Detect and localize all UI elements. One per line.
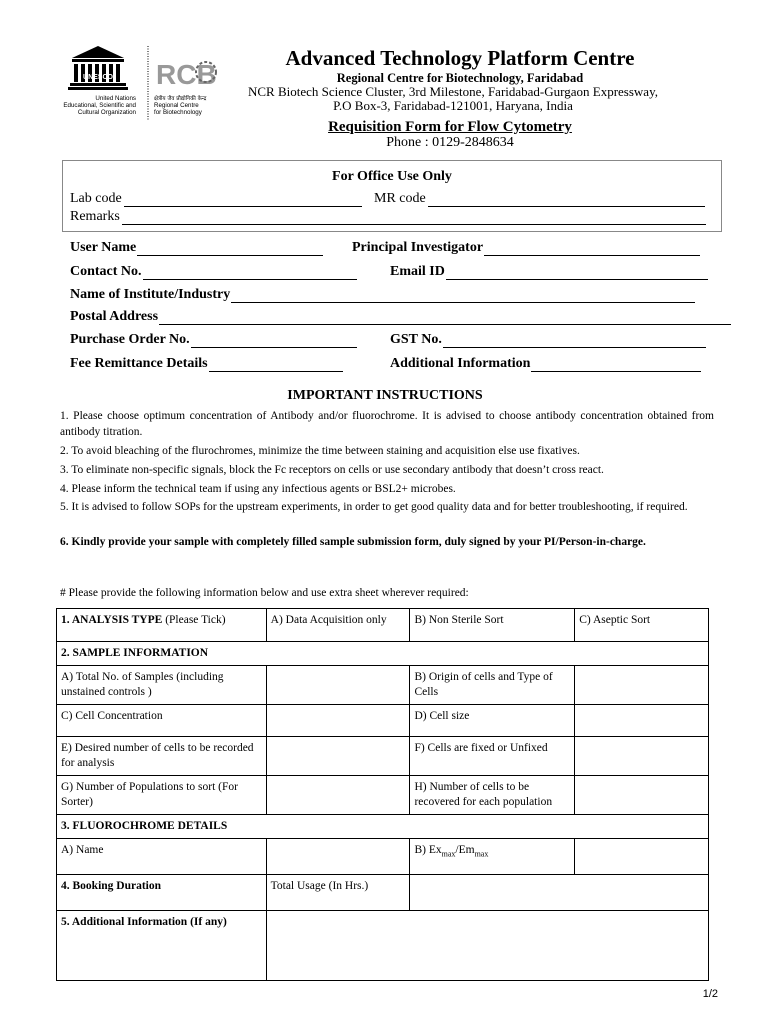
- unesco-line-2: Educational, Scientific and: [63, 102, 136, 109]
- unesco-line-3: Cultural Organization: [77, 109, 136, 116]
- cell-concentration-input[interactable]: [266, 705, 410, 737]
- total-samples-input[interactable]: [266, 666, 410, 705]
- cell-size-input[interactable]: [575, 705, 709, 737]
- email-id-label: Email ID: [390, 264, 445, 279]
- table-row: [57, 839, 709, 875]
- total-usage-label: Total Usage (In Hrs.): [266, 875, 410, 911]
- centre-subtitle: Regional Centre for Biotechnology, Faridabad: [336, 71, 584, 85]
- table-row: [57, 911, 709, 981]
- principal-investigator-line[interactable]: [484, 241, 700, 256]
- remarks-line[interactable]: [122, 211, 706, 225]
- table-row: [57, 776, 709, 815]
- ex-prefix: B) Ex: [414, 844, 442, 856]
- fee-remittance-field[interactable]: [70, 356, 343, 372]
- fee-remittance-line[interactable]: [209, 357, 343, 372]
- remarks-label: Remarks: [70, 209, 120, 224]
- cells-recovered-input[interactable]: [575, 776, 709, 815]
- instruction-2: 2. To avoid bleaching of the flurochromes, minimize the time between staining and acquisition else use fixatives.: [60, 445, 580, 457]
- origin-cells-label: B) Origin of cells and Type of Cells: [410, 666, 575, 705]
- instruction-6: 6. Kindly provide your sample with completely filled sample submission form, duly signed by your PI/Person-in-charge.: [60, 536, 646, 548]
- desired-cells-label: E) Desired number of cells to be recorded for analysis: [57, 737, 267, 776]
- unesco-logo: [58, 44, 138, 122]
- lab-code-field[interactable]: [70, 191, 362, 207]
- ex-subscript: max: [441, 849, 456, 859]
- rcb-line-1: क्षेत्रीय जैव प्रौद्योगिकी केन्द्र: [154, 96, 207, 102]
- address-line-1: NCR Biotech Science Cluster, 3rd Milestone, Faridabad-Gurgaon Expressway,: [248, 84, 658, 99]
- ex-em-label: [410, 839, 575, 875]
- page-number: 1/2: [702, 988, 718, 1000]
- table-row: [57, 609, 709, 642]
- unesco-wordmark: UNESCO: [83, 74, 113, 81]
- rcb-logo: [144, 44, 224, 122]
- user-name-line[interactable]: [137, 241, 323, 256]
- additional-information-field[interactable]: [390, 356, 701, 372]
- rcb-line-3: for Biotechnology: [154, 109, 202, 116]
- populations-input[interactable]: [266, 776, 410, 815]
- postal-address-line[interactable]: [159, 310, 731, 325]
- contact-no-field[interactable]: [70, 264, 357, 280]
- cells-recovered-label: H) Number of cells to be recovered for each population: [410, 776, 575, 815]
- additional-info-label: 5. Additional Information (If any): [57, 911, 267, 981]
- principal-investigator-field[interactable]: [352, 240, 700, 256]
- lab-code-label: Lab code: [70, 191, 122, 206]
- gst-no-label: GST No.: [390, 332, 442, 347]
- purchase-order-line[interactable]: [191, 333, 357, 348]
- phone-number: Phone : 0129-2848634: [386, 135, 514, 150]
- unesco-line-1: United Nations: [95, 95, 136, 102]
- total-samples-label: A) Total No. of Samples (including unstained controls ): [57, 666, 267, 705]
- table-row: [57, 666, 709, 705]
- mr-code-label: MR code: [374, 191, 426, 206]
- fee-remittance-label: Fee Remittance Details: [70, 356, 208, 371]
- populations-label: G) Number of Populations to sort (For Sorter): [57, 776, 267, 815]
- instruction-5: 5. It is advised to follow SOPs for the upstream experiments, in order to get good quality data and for better troubleshooting, if required.: [60, 501, 688, 513]
- em-subscript: max: [474, 849, 489, 859]
- email-id-line[interactable]: [446, 265, 708, 280]
- em-prefix: /Em: [455, 844, 475, 856]
- origin-cells-input[interactable]: [575, 666, 709, 705]
- lab-code-line[interactable]: [124, 193, 362, 207]
- additional-information-line[interactable]: [531, 357, 701, 372]
- instruction-4: 4. Please inform the technical team if using any infectious agents or BSL2+ microbes.: [60, 483, 456, 495]
- institute-line[interactable]: [231, 288, 695, 303]
- fluorochrome-name-input[interactable]: [266, 839, 410, 875]
- analysis-type-label: 1. ANALYSIS TYPE: [61, 614, 163, 626]
- instructions-title: IMPORTANT INSTRUCTIONS: [287, 388, 483, 403]
- table-row: [57, 705, 709, 737]
- table-row: [57, 815, 709, 839]
- booking-duration-input[interactable]: [410, 875, 709, 911]
- analysis-type-hint: (Please Tick): [162, 614, 226, 626]
- extra-sheet-note: # Please provide the following information below and use extra sheet wherever required:: [60, 587, 469, 599]
- gst-no-line[interactable]: [443, 333, 706, 348]
- table-row: [57, 642, 709, 666]
- postal-address-field[interactable]: [70, 309, 731, 325]
- rcb-wordmark: RCB: [156, 59, 217, 90]
- table-row: [57, 875, 709, 911]
- booking-duration-label: 4. Booking Duration: [57, 875, 267, 911]
- institute-field[interactable]: [70, 287, 695, 303]
- address-line-2: P.O Box-3, Faridabad-121001, Haryana, India: [333, 98, 573, 113]
- ex-em-input[interactable]: [575, 839, 709, 875]
- purchase-order-label: Purchase Order No.: [70, 332, 190, 347]
- fluorochrome-details-header: 3. FLUOROCHROME DETAILS: [57, 815, 709, 839]
- mr-code-line[interactable]: [428, 193, 705, 207]
- fixed-unfixed-label: F) Cells are fixed or Unfixed: [410, 737, 575, 776]
- centre-title: Advanced Technology Platform Centre: [285, 46, 635, 70]
- mr-code-field[interactable]: [374, 191, 705, 207]
- postal-address-label: Postal Address: [70, 309, 159, 324]
- gst-no-field[interactable]: [390, 332, 706, 348]
- table-row: [57, 737, 709, 776]
- remarks-field[interactable]: [70, 209, 706, 225]
- purchase-order-field[interactable]: [70, 332, 357, 348]
- office-use-title: For Office Use Only: [332, 169, 452, 184]
- cell-concentration-label: C) Cell Concentration: [57, 705, 267, 737]
- instruction-3: 3. To eliminate non-specific signals, block the Fc receptors on cells or use secondary antibody that doesn’t cross react.: [60, 464, 604, 476]
- option-data-acquisition[interactable]: A) Data Acquisition only: [266, 609, 410, 642]
- email-id-field[interactable]: [390, 264, 708, 280]
- desired-cells-input[interactable]: [266, 737, 410, 776]
- option-aseptic-sort[interactable]: C) Aseptic Sort: [575, 609, 709, 642]
- additional-info-input[interactable]: [266, 911, 708, 981]
- sample-information-header: 2. SAMPLE INFORMATION: [57, 642, 709, 666]
- institute-label: Name of Institute/Industry: [70, 287, 231, 302]
- fixed-unfixed-input[interactable]: [575, 737, 709, 776]
- principal-investigator-label: Principal Investigator: [352, 240, 484, 255]
- option-non-sterile-sort[interactable]: B) Non Sterile Sort: [410, 609, 575, 642]
- analysis-type-cell: [57, 609, 267, 642]
- request-table: [56, 608, 709, 981]
- additional-information-label: Additional Information: [390, 356, 531, 371]
- contact-no-label: Contact No.: [70, 264, 142, 279]
- fluorochrome-name-label: A) Name: [57, 839, 267, 875]
- user-name-label: User Name: [70, 240, 137, 255]
- contact-no-line[interactable]: [143, 265, 357, 280]
- instruction-1: 1. Please choose optimum concentration of Antibody and/or fluorochrome. It is advised to choose antibody concentration obtained from antibody titration.: [60, 410, 714, 438]
- cell-size-label: D) Cell size: [410, 705, 575, 737]
- form-title: Requisition Form for Flow Cytometry: [328, 119, 572, 135]
- user-name-field[interactable]: [70, 240, 323, 256]
- rcb-line-2: Regional Centre: [154, 102, 199, 109]
